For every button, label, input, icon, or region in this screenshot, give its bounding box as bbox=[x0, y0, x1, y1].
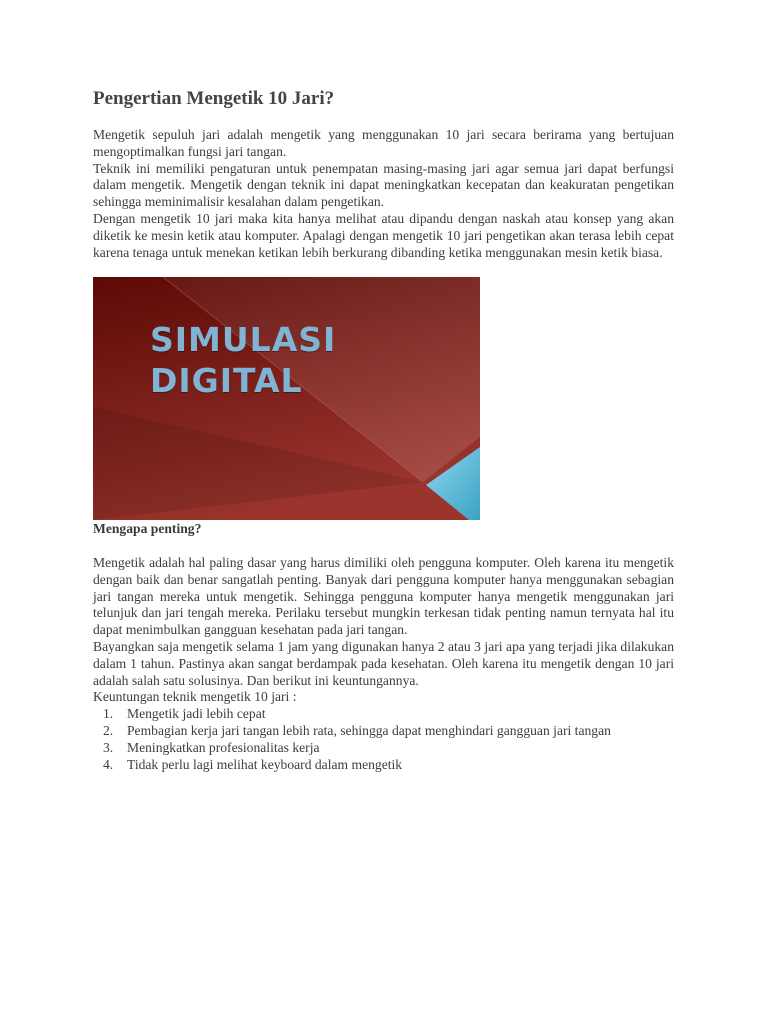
banner-title-line-1: SIMULASI bbox=[150, 320, 337, 359]
list-item-text: Pembagian kerja jari tangan lebih rata, sehingga dapat menghindari gangguan jari tangan bbox=[127, 722, 611, 738]
list-item bbox=[93, 740, 674, 757]
list-item-text: Meningkatkan profesionalitas kerja bbox=[127, 739, 320, 755]
list-item-number: 2. bbox=[103, 722, 114, 738]
simulasi-digital-banner-image bbox=[93, 277, 480, 520]
banner-title-line-2: DIGITAL bbox=[150, 361, 303, 400]
banner-title bbox=[150, 319, 336, 401]
intro-paragraph-3: Dengan mengetik 10 jari maka kita hanya melihat atau dipandu dengan naskah atau konsep yang akan diketik ke mesin ketik atau komputer. Apalagi dengan mengetik 10 jari pengetikan akan terasa lebih cepat karena tenaga untuk menekan ketikan lebih berkurang dibanding ketika menggunakan mesin ketik biasa. bbox=[93, 210, 674, 260]
intro-paragraph-2: Teknik ini memiliki pengaturan untuk penempatan masing-masing jari agar semua jari dapat berfungsi dalam mengetik. Mengetik dengan teknik ini dapat meningkatkan kecepatan dan keakuratan pengetikan sehingga meminimalisir kesalahan dalam pengetikan. bbox=[93, 160, 674, 210]
body-paragraph-1: Mengetik adalah hal paling dasar yang harus dimiliki oleh pengguna komputer. Oleh karena itu mengetik dengan baik dan benar sangatlah penting. Banyak dari pengguna komputer hanya menggunakan sebagian jari tangan mereka untuk mengetik. Sehingga pengguna komputer hanya mengetik menggunakan jari telunjuk dan jari tengah mereka. Perilaku tersebut mungkin terkesan tidak penting namun ternyata hal itu dapat menimbulkan gangguan kesehatan pada jari tangan. bbox=[93, 555, 674, 638]
intro-paragraph-1: Mengetik sepuluh jari adalah mengetik yang menggunakan 10 jari secara berirama yang bertujuan mengoptimalkan fungsi jari tangan. bbox=[93, 127, 674, 159]
list-item-number: 1. bbox=[103, 706, 114, 722]
section-heading: Mengapa penting? bbox=[93, 521, 202, 536]
advantages-list bbox=[93, 706, 674, 773]
page-title: Pengertian Mengetik 10 Jari? bbox=[93, 88, 335, 109]
list-item-number: 3. bbox=[103, 739, 114, 755]
list-item-number: 4. bbox=[103, 756, 114, 772]
list-item bbox=[93, 706, 674, 723]
body-paragraph-2: Bayangkan saja mengetik selama 1 jam yang digunakan hanya 2 atau 3 jari apa yang terjadi jika dilakukan dalam 1 tahun. Pastinya akan sangat berdampak pada kesehatan. Oleh karena itu mengetik dengan 10 jari adalah salah satu solusinya. Dan berikut ini keuntungannya. bbox=[93, 638, 674, 688]
intro-section bbox=[93, 127, 674, 261]
body-paragraph-3: Keuntungan teknik mengetik 10 jari : bbox=[93, 689, 297, 705]
list-item bbox=[93, 757, 674, 774]
body-section bbox=[93, 555, 674, 773]
list-item bbox=[93, 723, 674, 740]
list-item-text: Mengetik jadi lebih cepat bbox=[127, 706, 266, 722]
list-item-text: Tidak perlu lagi melihat keyboard dalam mengetik bbox=[127, 756, 403, 772]
